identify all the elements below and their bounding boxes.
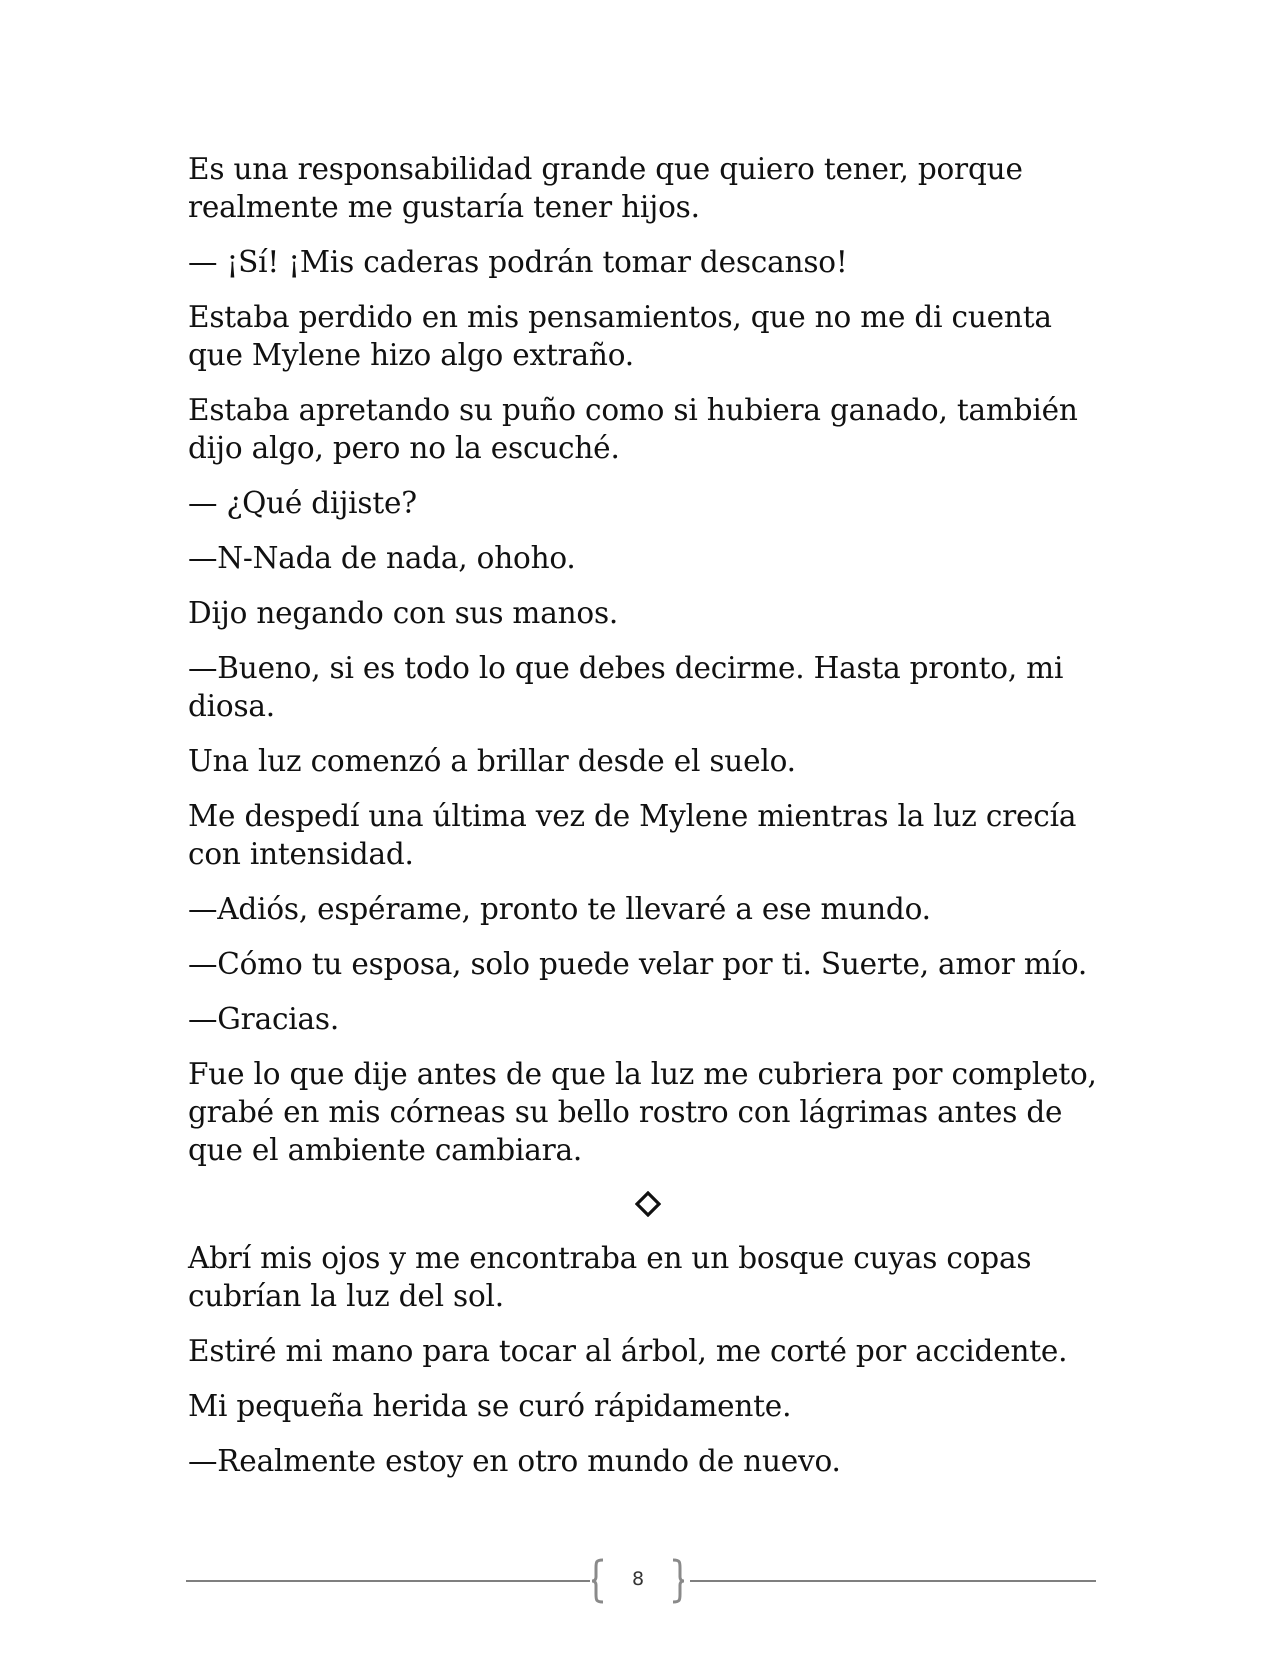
page-number: 8 bbox=[631, 1568, 645, 1590]
paragraph: Mi pequeña herida se curó rápidamente. bbox=[188, 1389, 792, 1423]
right-brace-icon bbox=[670, 1558, 686, 1604]
footer-rule-left bbox=[186, 1580, 590, 1582]
paragraph: —Adiós, espérame, pronto te llevaré a ese mundo. bbox=[188, 892, 931, 926]
paragraph: Es una responsabilidad grande que quiero tener, porque realmente me gustaría tener hijos. bbox=[188, 152, 1023, 224]
paragraph: —Cómo tu esposa, solo puede velar por ti. Suerte, amor mío. bbox=[188, 947, 1088, 981]
paragraph: Dijo negando con sus manos. bbox=[188, 596, 619, 630]
page-body bbox=[188, 150, 1108, 1497]
paragraph: —Gracias. bbox=[188, 1002, 340, 1036]
paragraph: —Realmente estoy en otro mundo de nuevo. bbox=[188, 1444, 841, 1478]
paragraph: Estiré mi mano para tocar al árbol, me corté por accidente. bbox=[188, 1334, 1068, 1368]
scene-separator bbox=[188, 1186, 1108, 1222]
footer-rule-right bbox=[690, 1580, 1096, 1582]
paragraph: Una luz comenzó a brillar desde el suelo. bbox=[188, 744, 796, 778]
paragraph: — ¡Sí! ¡Mis caderas podrán tomar descanso! bbox=[188, 245, 848, 279]
left-brace-icon bbox=[590, 1558, 606, 1604]
paragraph: Estaba perdido en mis pensamientos, que no me di cuenta que Mylene hizo algo extraño. bbox=[188, 300, 1052, 372]
paragraph: —N-Nada de nada, ohoho. bbox=[188, 541, 576, 575]
paragraph: Me despedí una última vez de Mylene mientras la luz crecía con intensidad. bbox=[188, 799, 1077, 871]
page-footer bbox=[186, 1556, 1096, 1606]
paragraph: Abrí mis ojos y me encontraba en un bosque cuyas copas cubrían la luz del sol. bbox=[188, 1241, 1032, 1313]
paragraph: — ¿Qué dijiste? bbox=[188, 486, 417, 520]
paragraph: Estaba apretando su puño como si hubiera ganado, también dijo algo, pero no la escuché. bbox=[188, 393, 1078, 465]
paragraph: —Bueno, si es todo lo que debes decirme. Hasta pronto, mi diosa. bbox=[188, 651, 1064, 723]
paragraph: Fue lo que dije antes de que la luz me cubriera por completo, grabé en mis córneas su bello rostro con lágrimas antes de que el ambiente cambiara. bbox=[188, 1057, 1097, 1167]
diamond-outline-icon bbox=[635, 1191, 661, 1217]
